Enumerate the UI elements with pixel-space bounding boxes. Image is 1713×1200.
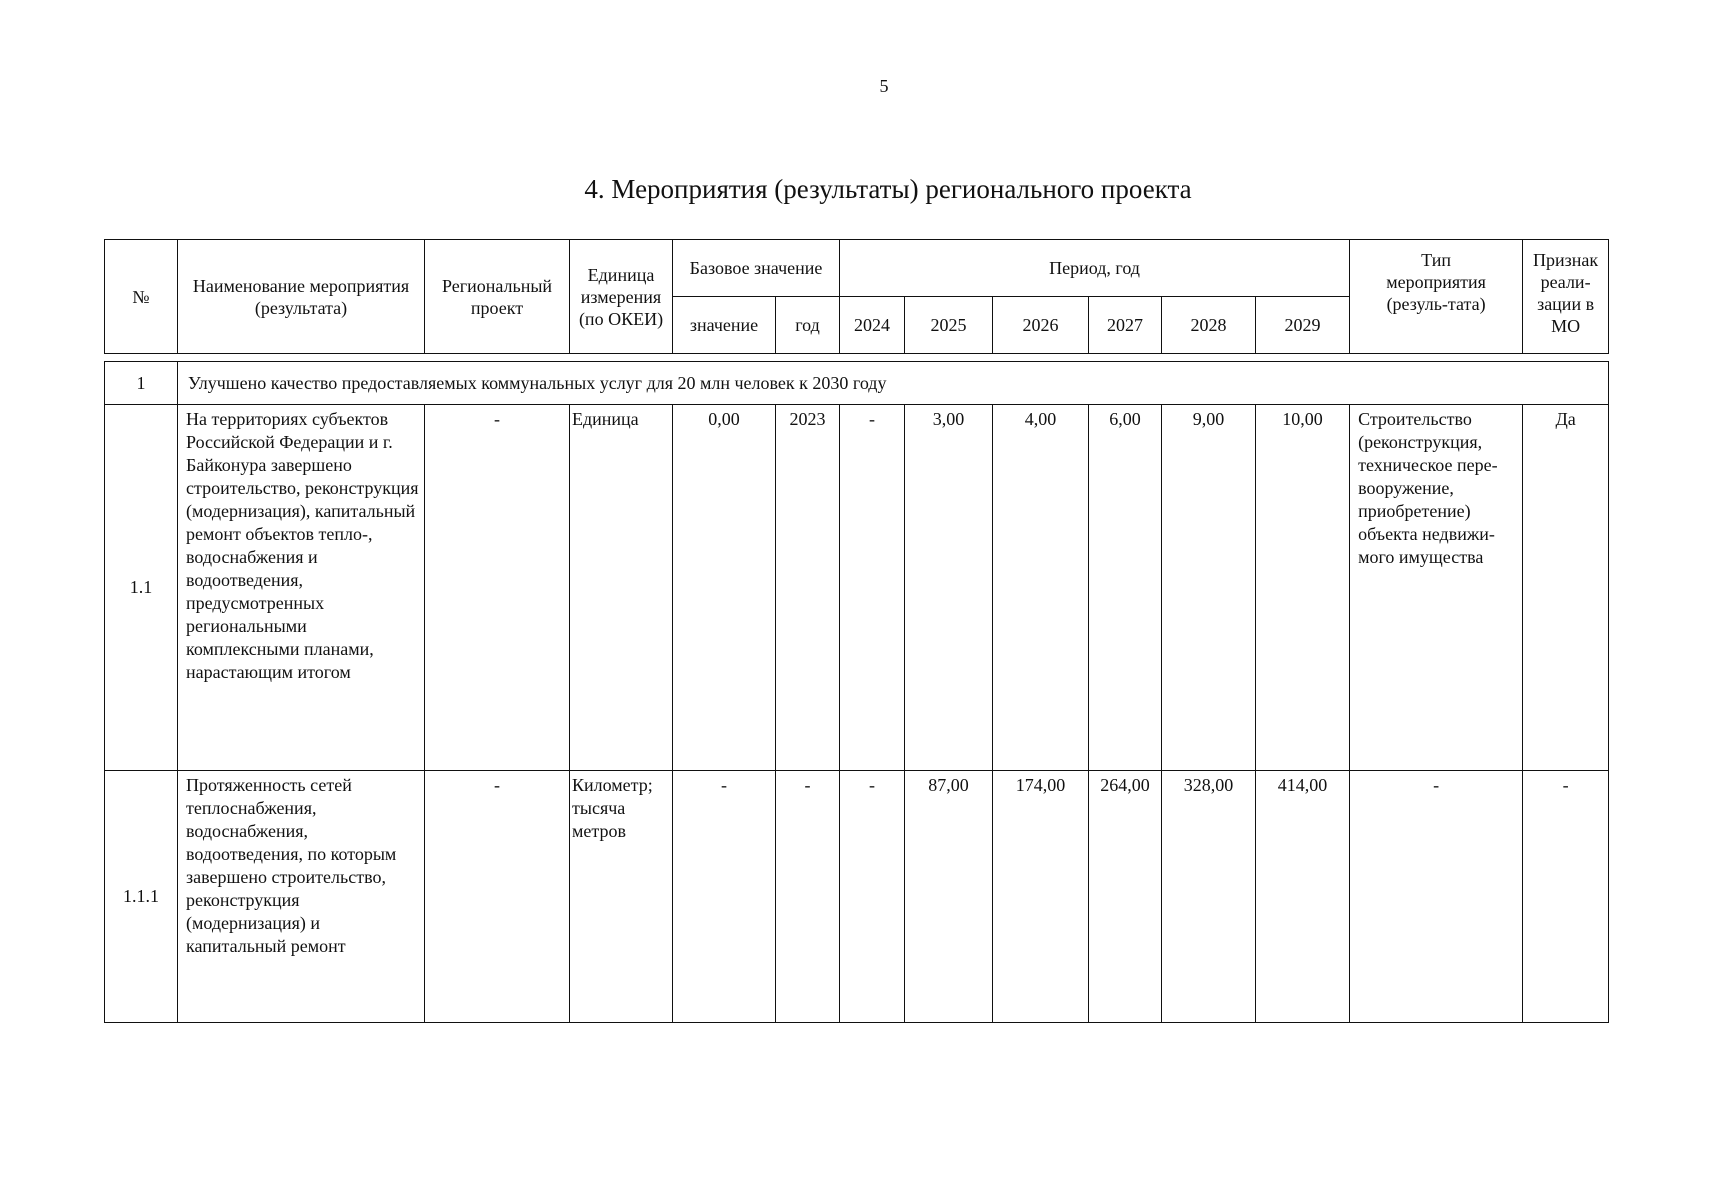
row-mo-sign: - [1523, 771, 1609, 1023]
goal-row [105, 362, 1609, 405]
row-base-year: 2023 [776, 405, 840, 771]
header-mo-sign: Признак реали-зации в МО [1523, 240, 1609, 354]
header-year-2025: 2025 [905, 297, 993, 354]
row-value-2024: - [840, 405, 905, 771]
header-num: № [105, 240, 178, 354]
row-num: 1.1 [105, 405, 178, 771]
results-table [104, 239, 1609, 1023]
row-regional-project: - [425, 771, 570, 1023]
row-base-value: 0,00 [673, 405, 776, 771]
header-base-year: год [776, 297, 840, 354]
row-value-2024: - [840, 771, 905, 1023]
row-value-2026: 174,00 [993, 771, 1089, 1023]
header-year-2027: 2027 [1089, 297, 1162, 354]
row-value-2027: 6,00 [1089, 405, 1162, 771]
header-year-2028: 2028 [1162, 297, 1256, 354]
header-row-1 [105, 240, 1609, 297]
row-value-2026: 4,00 [993, 405, 1089, 771]
header-period-group: Период, год [840, 240, 1350, 297]
row-name: Протяженность сетей теплоснабжения, водоснабжения, водоотведения, по которым завершено строительство, реконструкция (модернизация) и капитальный ремонт [178, 771, 425, 1023]
header-year-2029: 2029 [1256, 297, 1350, 354]
header-type: Тип мероприятия (резуль-тата) [1350, 240, 1523, 354]
table-row [105, 405, 1609, 771]
row-name: На территориях субъектов Российской Федерации и г. Байконура завершено строительство, реконструкция (модернизация), капитальный ремонт объектов тепло-, водоснабжения и водоотведения, предусмотренных региональными комплексными планами, нарастающим итогом [178, 405, 425, 771]
page-title: 4. Мероприятия (результаты) регионального проекта [584, 174, 1192, 204]
header-year-2026: 2026 [993, 297, 1089, 354]
row-value-2028: 328,00 [1162, 771, 1256, 1023]
header-unit: Единица измерения (по ОКЕИ) [570, 240, 673, 354]
row-value-2025: 3,00 [905, 405, 993, 771]
row-value-2029: 10,00 [1256, 405, 1350, 771]
row-unit: Километр; тысяча метров [570, 771, 673, 1023]
row-value-2025: 87,00 [905, 771, 993, 1023]
goal-text: Улучшено качество предоставляемых коммунальных услуг для 20 млн человек к 2030 году [178, 362, 1609, 405]
goal-num: 1 [105, 362, 178, 405]
row-value-2028: 9,00 [1162, 405, 1256, 771]
header-separator [105, 354, 1609, 362]
header-base-value-group: Базовое значение [673, 240, 840, 297]
row-mo-sign: Да [1523, 405, 1609, 771]
row-regional-project: - [425, 405, 570, 771]
table-row [105, 771, 1609, 1023]
row-type: - [1350, 771, 1523, 1023]
header-regional-project: Региональный проект [425, 240, 570, 354]
row-unit: Единица [570, 405, 673, 771]
header-name: Наименование мероприятия (результата) [178, 240, 425, 354]
row-num: 1.1.1 [105, 771, 178, 1023]
row-base-year: - [776, 771, 840, 1023]
page-number: 5 [879, 76, 889, 96]
header-year-2024: 2024 [840, 297, 905, 354]
row-type: Строительство (реконструкция, техническое пере-вооружение, приобретение) объекта недвижи-мого имущества [1350, 405, 1523, 771]
row-base-value: - [673, 771, 776, 1023]
row-value-2027: 264,00 [1089, 771, 1162, 1023]
header-base-value: значение [673, 297, 776, 354]
row-value-2029: 414,00 [1256, 771, 1350, 1023]
